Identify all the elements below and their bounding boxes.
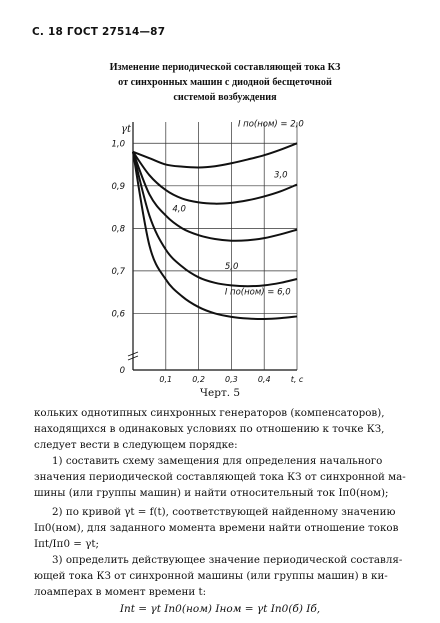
y-tick-label: 0,7: [111, 266, 125, 277]
x-tick-label: 0,1: [159, 375, 173, 384]
body-text-line-3: следует вести в следующем порядке:: [34, 439, 238, 451]
series-label: 3,0: [274, 170, 288, 181]
body-text-line-7: 2) по кривой γt = f(t), соответствующей найденному значению: [52, 506, 396, 518]
series-label: I по(ном) = 6,0: [224, 287, 291, 298]
body-text-line-9: Iпt/Iп0 = γt;: [34, 538, 99, 550]
x-tick-label: 0,4: [257, 375, 271, 384]
page-header: С. 18 ГОСТ 27514—87: [32, 26, 166, 38]
y-tick-label: 0,6: [111, 309, 125, 320]
y-tick-label: 0: [119, 366, 125, 376]
figure-caption: Черт. 5: [199, 387, 241, 399]
series-label: 5,0: [224, 261, 239, 272]
body-text-line-5: значения периодической составляющей тока КЗ от синхронной ма-: [34, 471, 406, 483]
series-line: [133, 152, 297, 241]
x-tick-label: 0,2: [192, 375, 205, 384]
body-text-line-11: ющей тока КЗ от синхронной машины (или группы машин) в ки-: [34, 570, 388, 582]
y-tick-label: 0,8: [111, 224, 125, 235]
y-tick-label: 0,9: [111, 181, 125, 192]
body-text-line-12: лоамперах в момент времени t:: [34, 586, 207, 598]
x-tick-label: 0,3: [225, 375, 238, 384]
body-text-line-6: шины (или группы машин) и найти относительный ток Iп0(ном);: [34, 487, 389, 499]
chart-title-line-3: системой возбуждения: [173, 92, 277, 103]
series-line: [133, 152, 297, 204]
formula: Iпt = γt Iп0(ном) Iном = γt Iп0(б) Iб,: [119, 603, 321, 615]
series-label: 4,0: [172, 204, 186, 215]
series-line: [133, 143, 297, 167]
x-axis-label: t, c: [290, 375, 304, 384]
chart-title-line-1: Изменение периодической составляющей тока КЗ: [109, 62, 341, 73]
body-text-line-8: Iп0(ном), для заданного момента времени найти отношение токов: [34, 522, 399, 534]
body-text-line-4: 1) составить схему замещения для определения начального: [52, 455, 383, 467]
series-label: I по(ном) = 2,0: [237, 119, 304, 130]
y-tick-label: 1,0: [111, 139, 125, 150]
y-axis-label: γt: [121, 124, 131, 135]
chart-title-line-2: от синхронных машин с диодной бесщеточной: [118, 77, 332, 88]
body-text-line-1: кольких однотипных синхронных генераторов (компенсаторов),: [34, 407, 385, 419]
body-text-line-10: 3) определить действующее значение периодической составля-: [52, 554, 403, 566]
body-text-line-2: находящихся в одинаковых условиях по отношению к точке КЗ,: [34, 423, 385, 435]
